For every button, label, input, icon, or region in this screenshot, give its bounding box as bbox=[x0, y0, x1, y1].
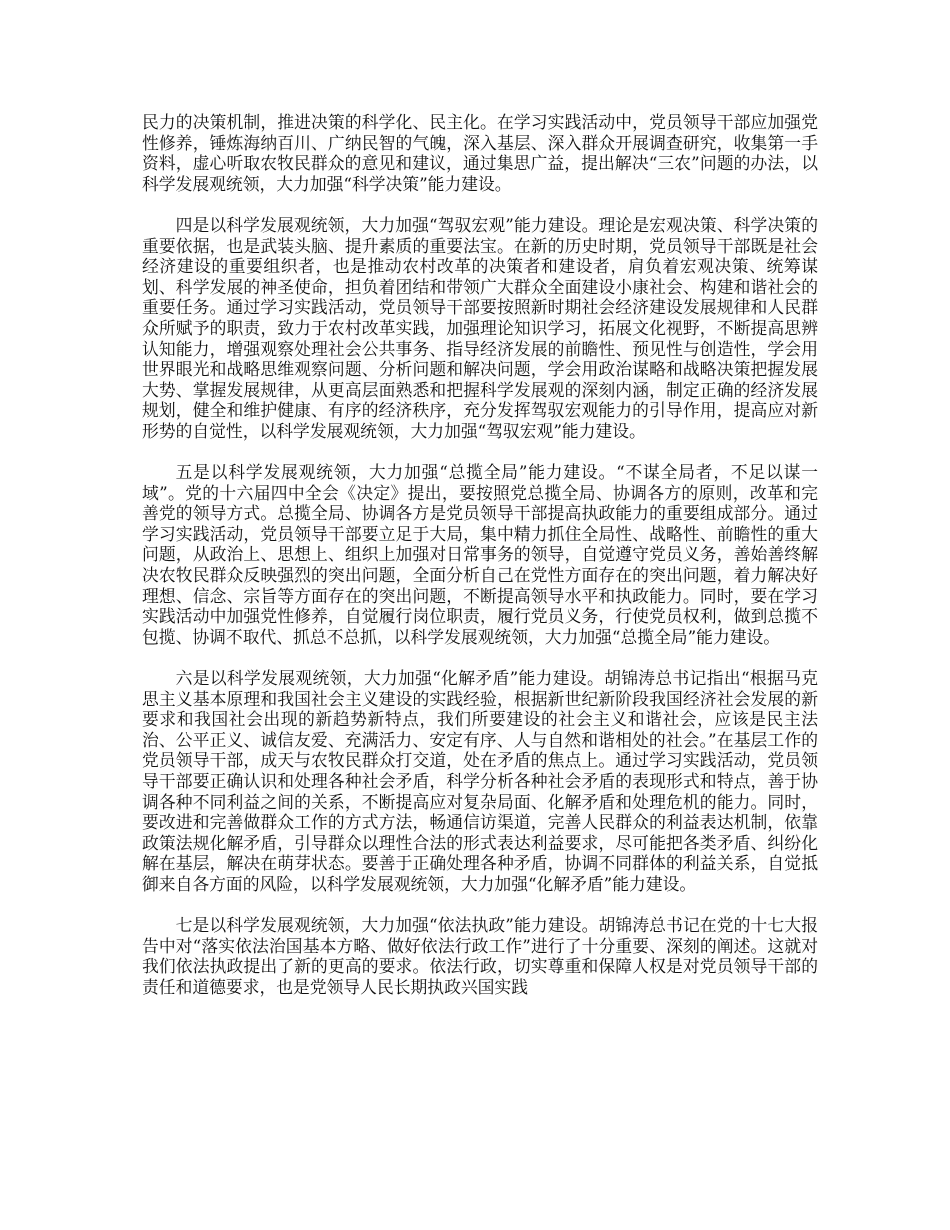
paragraph-continuation: 民力的决策机制，推进决策的科学化、民主化。在学习实践活动中，党员领导干部应加强党性修养，锤炼海纳百川、广纳民智的气魄，深入基层、深入群众开展调查研究，收集第一手资料，虚心听取农牧民群众的意见和建议，通过集思广益，提出解决“三农”问题的办法，以科学发展观统领，大力加强“科学决策”能力建设。 bbox=[142, 112, 818, 194]
paragraph-overall-situation: 五是以科学发展观统领，大力加强“总揽全局”能力建设。“不谋全局者，不足以谋一域”。党的十六届四中全会《决定》提出，要按照党总揽全局、协调各方的原则，改革和完善党的领导方式。总揽全局、协调各方是党员领导干部提高执政能力的重要组成部分。通过学习实践活动，党员领导干部要立足于大局，集中精力抓住全局性、战略性、前瞻性的重大问题，从政治上、思想上、组织上加强对日常事务的领导，自觉遵守党员义务，善始善终解决农牧民群众反映强烈的突出问题，全面分析自己在党性方面存在的突出问题，着力解决好理想、信念、宗旨等方面存在的突出问题，不断提高领导水平和执政能力。同时，要在学习实践活动中加强党性修养，自觉履行岗位职责，履行党员义务，行使党员权利，做到总揽不包揽、协调不取代、抓总不总抓，以科学发展观统领，大力加强“总揽全局”能力建设。 bbox=[142, 462, 818, 647]
document-body bbox=[142, 112, 818, 1018]
paragraph-macro-control: 四是以科学发展观统领，大力加强“驾驭宏观”能力建设。理论是宏观决策、科学决策的重要依据，也是武装头脑、提升素质的重要法宝。在新的历史时期，党员领导干部既是社会经济建设的重要组织者，也是推动农村改革的决策者和建设者，肩负着宏观决策、统筹谋划、科学发展的神圣使命，担负着团结和带领广大群众全面建设小康社会、构建和谐社会的重要任务。通过学习实践活动，党员领导干部要按照新时期社会经济建设发展规律和人民群众所赋予的职责，致力于农村改革实践，加强理论知识学习，拓展文化视野，不断提高思辨认知能力，增强观察处理社会公共事务、指导经济发展的前瞻性、预见性与创造性，学会用世界眼光和战略思维观察问题、分析问题和解决问题，学会用政治谋略和战略决策把握发展大势、掌握发展规律，从更高层面熟悉和把握科学发展观的深刻内涵，制定正确的经济发展规划，健全和维护健康、有序的经济秩序，充分发挥驾驭宏观能力的引导作用，提高应对新形势的自觉性，以科学发展观统领，大力加强“驾驭宏观”能力建设。 bbox=[142, 214, 818, 441]
paragraph-rule-by-law: 七是以科学发展观统领，大力加强“依法执政”能力建设。胡锦涛总书记在党的十七大报告中对“落实依法治国基本方略、做好依法行政工作”进行了十分重要、深刻的阐述。这就对我们依法执政提出了新的更高的要求。依法行政，切实尊重和保障人权是对党员领导干部的责任和道德要求，也是党领导人民长期执政兴国实践 bbox=[142, 915, 818, 997]
paragraph-resolve-contradictions: 六是以科学发展观统领，大力加强“化解矛盾”能力建设。胡锦涛总书记指出“根据马克思主义基本原理和我国社会主义建设的实践经验，根据新世纪新阶段我国经济社会发展的新要求和我国社会出现的新趋势新特点，我们所要建设的社会主义和谐社会，应该是民主法治、公平正义、诚信友爱、充满活力、安定有序、人与自然和谐相处的社会。”在基层工作的党员领导干部，成天与农牧民群众打交道，处在矛盾的焦点上。通过学习实践活动，党员领导干部要正确认识和处理各种社会矛盾，科学分析各种社会矛盾的表现形式和特点，善于协调各种不同利益之间的关系，不断提高应对复杂局面、化解矛盾和处理危机的能力。同时，要改进和完善做群众工作的方式方法，畅通信访渠道，完善人民群众的利益表达机制，依靠政策法规化解矛盾，引导群众以理性合法的形式表达利益要求，尽可能把各类矛盾、纠纷化解在基层，解决在萌芽状态。要善于正确处理各种矛盾，协调不同群体的利益关系，自觉抵御来自各方面的风险，以科学发展观统领，大力加强“化解矛盾”能力建设。 bbox=[142, 668, 818, 894]
